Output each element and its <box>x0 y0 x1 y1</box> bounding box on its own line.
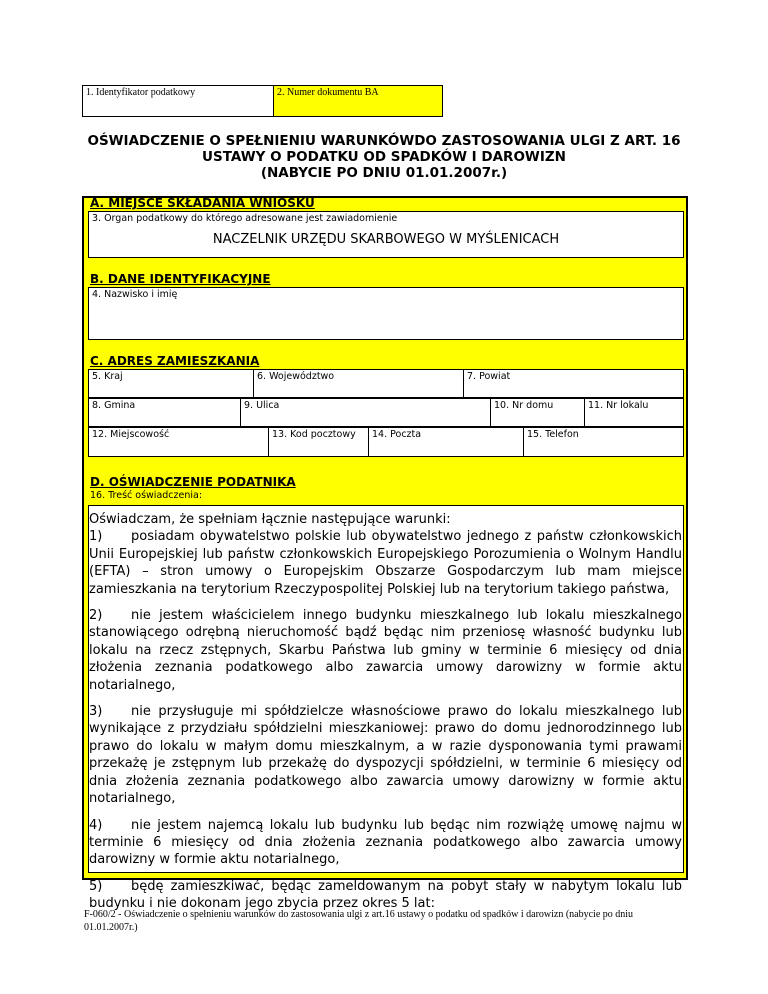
tax-id-label: 1. Identyfikator podatkowy <box>86 87 196 98</box>
document-number-field[interactable] <box>273 85 443 117</box>
item-text: nie przysługuje mi spółdzielcze własnościowe prawo do lokalu mieszkalnego lub wynikające z przydziału spółdzielni mieszkaniowej: prawo do domu jednorodzinnego lub prawo do lokalu w małym domu mieszkalnym, a w razie dysponowania tymi prawami przekażę je zstępnym lub przekażę do dyspozycji spółdzielni, w terminie 6 miesięcy od dnia złożenia zeznania podatkowego albo zawarcia umowy darowizny w formie aktu notarialnego, <box>89 704 682 807</box>
title-line-1: OŚWIADCZENIE O SPEŁNIENIU WARUNKÓWDO ZASTOSOWANIA ULGI Z ART. 16 <box>87 133 681 149</box>
section-b-heading: B. DANE IDENTYFIKACYJNE <box>90 272 271 286</box>
title-line-2: USTAWY O PODATKU OD SPADKÓW I DAROWIZN <box>202 149 566 165</box>
city-label: 12. Miejscowość <box>92 429 170 440</box>
house-number-field[interactable] <box>491 399 585 426</box>
country-label: 5. Kraj <box>92 371 123 382</box>
street-label: 9. Ulica <box>244 400 280 411</box>
statement-content-label: 16. Treść oświadczenia: <box>90 490 203 501</box>
statement-intro: Oświadczam, że spełniam łącznie następujące warunki: <box>89 512 451 527</box>
title-line-3: (NABYCIE PO DNIU 01.01.2007r.) <box>260 165 508 181</box>
section-c-heading: C. ADRES ZAMIESZKANIA <box>90 354 260 368</box>
tax-office-field[interactable] <box>88 211 684 258</box>
item-number: 5) <box>89 878 103 894</box>
address-row-2 <box>88 398 684 427</box>
street-field[interactable] <box>241 399 491 426</box>
country-field[interactable] <box>89 370 254 397</box>
phone-label: 15. Telefon <box>527 429 579 440</box>
statement-item <box>89 817 682 869</box>
post-office-label: 14. Poczta <box>372 429 422 440</box>
postal-code-label: 13. Kod pocztowy <box>272 429 356 440</box>
section-a-heading: A. MIEJSCE SKŁADANIA WNIOSKU <box>90 196 315 210</box>
statement-text <box>89 511 682 922</box>
postal-code-field[interactable] <box>269 428 369 456</box>
voivodeship-label: 6. Województwo <box>257 371 335 382</box>
tax-id-field[interactable] <box>82 85 274 117</box>
house-number-label: 10. Nr domu <box>494 400 554 411</box>
item-text: posiadam obywatelstwo polskie lub obywatelstwo jednego z państw członkowskich Unii Europejskiej lub państw członkowskich Europejskiego Porozumienia o Wolnym Handlu (EFTA) – stron umowy o Europejskim Obszarze Gospodarczym lub mam miejsce zamieszkania na terytorium Rzeczypospolitej Polskiej lub na terytorium takiego państwa, <box>89 529 682 597</box>
document-number-label: 2. Numer dokumentu BA <box>277 87 379 98</box>
voivodeship-field[interactable] <box>254 370 464 397</box>
municipality-field[interactable] <box>89 399 241 426</box>
item-text: będę zamieszkiwać, będąc zameldowanym na pobyt stały w nabytym lokalu lub budynku i nie dokonam jego zbycia przez okres 5 lat: <box>89 878 682 912</box>
statement-item <box>89 528 682 598</box>
county-field[interactable] <box>464 370 685 397</box>
item-number: 3) <box>89 704 103 720</box>
item-text: nie jestem najemcą lokalu lub budynku lub będąc nim rozwiążę umowę najmu w terminie 6 miesięcy od dnia złożenia zeznania podatkowego albo zawarcia umowy darowizny w formie aktu notarialnego, <box>89 817 682 868</box>
section-d-heading: D. OŚWIADCZENIE PODATNIKA <box>90 475 296 489</box>
apartment-number-label: 11. Nr lokalu <box>588 400 649 411</box>
address-row-3 <box>88 427 684 457</box>
item-number: 2) <box>89 608 103 624</box>
tax-office-value: NACZELNIK URZĘDU SKARBOWEGO W MYŚLENICACH <box>212 232 560 247</box>
address-row-1 <box>88 369 684 398</box>
item-number: 4) <box>89 817 103 833</box>
phone-field[interactable] <box>524 428 685 456</box>
county-label: 7. Powiat <box>467 371 511 382</box>
municipality-label: 8. Gmina <box>92 400 136 411</box>
name-label: 4. Nazwisko i imię <box>92 289 178 300</box>
tax-office-label: 3. Organ podatkowy do którego adresowane jest zawiadomienie <box>92 213 398 224</box>
statement-field[interactable] <box>88 505 684 912</box>
post-office-field[interactable] <box>369 428 524 456</box>
form-title <box>60 133 708 181</box>
statement-item <box>89 607 682 694</box>
form-footer: F-060/2 - Oświadczenie o spełnieniu warunków do zastosowania ulgi z art.16 ustawy o podatku od spadków i darowizn (nabycie po dniu 01.01.2007r.) <box>84 909 634 933</box>
apartment-number-field[interactable] <box>585 399 685 426</box>
statement-item <box>89 703 682 807</box>
item-text: nie jestem właścicielem innego budynku mieszkalnego lub lokalu mieszkalnego stanowiącego odrębną nieruchomość bądź będąc nim przeniosę własność budynku lub lokalu na rzecz zstępnych, Skarbu Państwa lub gminy w terminie 6 miesięcy od dnia złożenia zeznania podatkowego albo zawarcia umowy darowizny w formie aktu notarialnego, <box>89 608 682 693</box>
name-field[interactable] <box>88 287 684 340</box>
city-field[interactable] <box>89 428 269 456</box>
item-number: 1) <box>89 529 103 545</box>
